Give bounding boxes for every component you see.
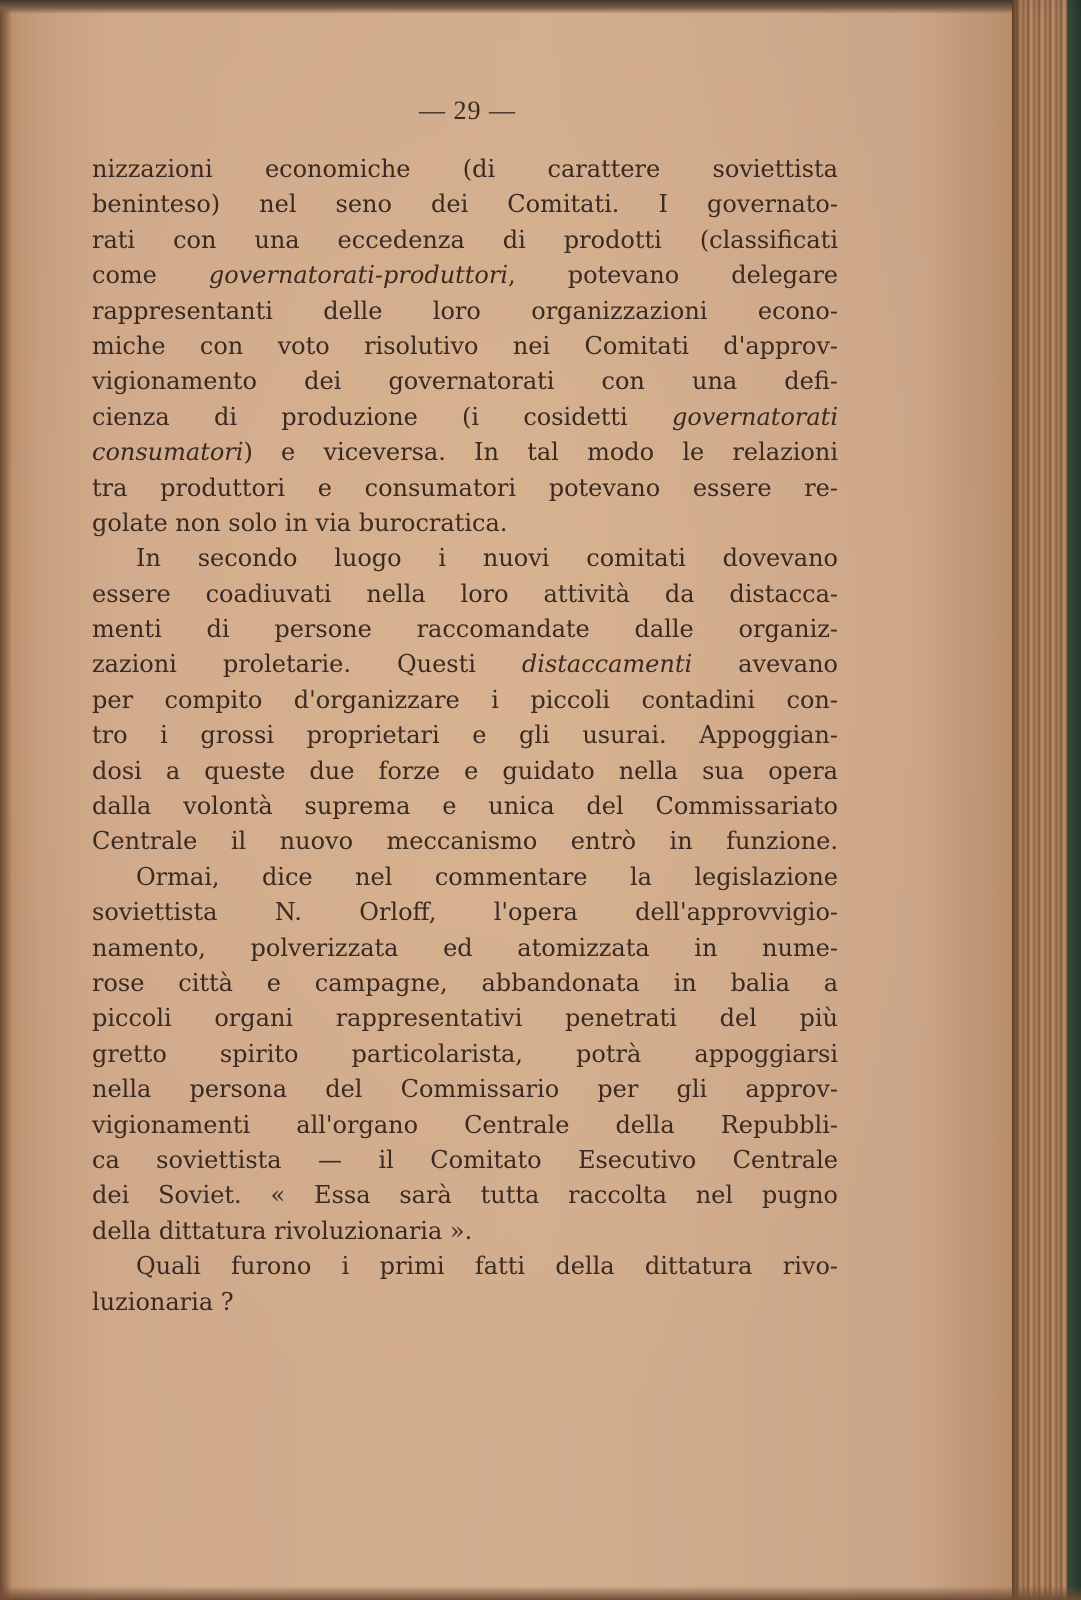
text-line: nizzazioni economiche (di carattere soviettista [92, 155, 838, 183]
text-line: golate non solo in via burocratica. [92, 508, 508, 537]
text-line: Quali furono i primi fatti della dittatura rivo- [136, 1252, 838, 1281]
text-line [92, 647, 838, 682]
text-run: avevano [692, 650, 838, 679]
text-line: essere coadiuvati nella loro attività da distacca- [92, 579, 838, 608]
page-number: — 29 — [419, 96, 516, 125]
text-line: vigionamenti all'organo Centrale della Repubbli- [92, 1110, 838, 1139]
text-line: beninteso) nel seno dei Comitati. I governato- [92, 190, 838, 219]
text-run: zazioni proletarie. Questi [92, 650, 522, 679]
italic-term: governatorati [671, 402, 838, 431]
text-line: della dittatura rivoluzionaria ». [92, 1216, 473, 1245]
text-line: tra produttori e consumatori potevano essere re- [92, 473, 838, 502]
text-line: nella persona del Commissario per gli approv- [92, 1075, 838, 1104]
text-line: dalla volontà suprema e unica del Commissariato [92, 792, 838, 821]
text-line: dei Soviet. « Essa sarà tutta raccolta nel pugno [92, 1181, 838, 1210]
text-line [92, 258, 838, 293]
text-line: menti di persone raccomandate dalle organiz- [92, 615, 838, 644]
text-line: vigionamento dei governatorati con una defi- [92, 367, 838, 396]
text-line: Centrale il nuovo meccanismo entrò in funzione. [92, 827, 838, 856]
text-line [92, 400, 838, 435]
text-line: namento, polverizzata ed atomizzata in nume- [92, 933, 838, 962]
italic-term: consumatori [92, 438, 244, 467]
text-line: In secondo luogo i nuovi comitati dovevano [136, 544, 838, 573]
text-run: cienza di produzione (i cosidetti [92, 402, 672, 431]
text-line [92, 435, 838, 470]
text-run: ) e viceversa. In tal modo le relazioni [243, 438, 838, 467]
text-run: come [92, 261, 209, 290]
page-bottom-edge [0, 1586, 1081, 1600]
text-run: , potevano delegare [508, 261, 838, 290]
text-line: ca soviettista — il Comitato Esecutivo Centrale [92, 1145, 838, 1174]
text-line: miche con voto risolutivo nei Comitati d'approv- [92, 331, 838, 360]
italic-term: governatorati-produttori [208, 261, 509, 290]
body-text [92, 152, 838, 1320]
text-line: tro i grossi proprietari e gli usurai. Appoggian- [92, 721, 838, 750]
text-line: rappresentanti delle loro organizzazioni econo- [92, 296, 838, 325]
text-line: dosi a queste due forze e guidato nella sua opera [92, 756, 838, 785]
page-top-edge [0, 0, 1081, 14]
text-line: rati con una eccedenza di prodotti (classificati [92, 225, 838, 254]
page-left-edge [0, 0, 12, 1600]
text-line: soviettista N. Orloff, l'opera dell'approvvigio- [92, 898, 838, 927]
text-line: rose città e campagne, abbandonata in balia a [92, 968, 838, 997]
text-line: per compito d'organizzare i piccoli contadini con- [92, 685, 838, 714]
text-line: luzionaria ? [92, 1287, 234, 1316]
book-binding-edge [1012, 0, 1081, 1600]
text-line: piccoli organi rappresentativi penetrati del più [92, 1004, 838, 1033]
italic-term: distaccamenti [521, 650, 693, 679]
text-line: gretto spirito particolarista, potrà appoggiarsi [92, 1039, 838, 1068]
text-line: Ormai, dice nel commentare la legislazione [136, 862, 838, 891]
